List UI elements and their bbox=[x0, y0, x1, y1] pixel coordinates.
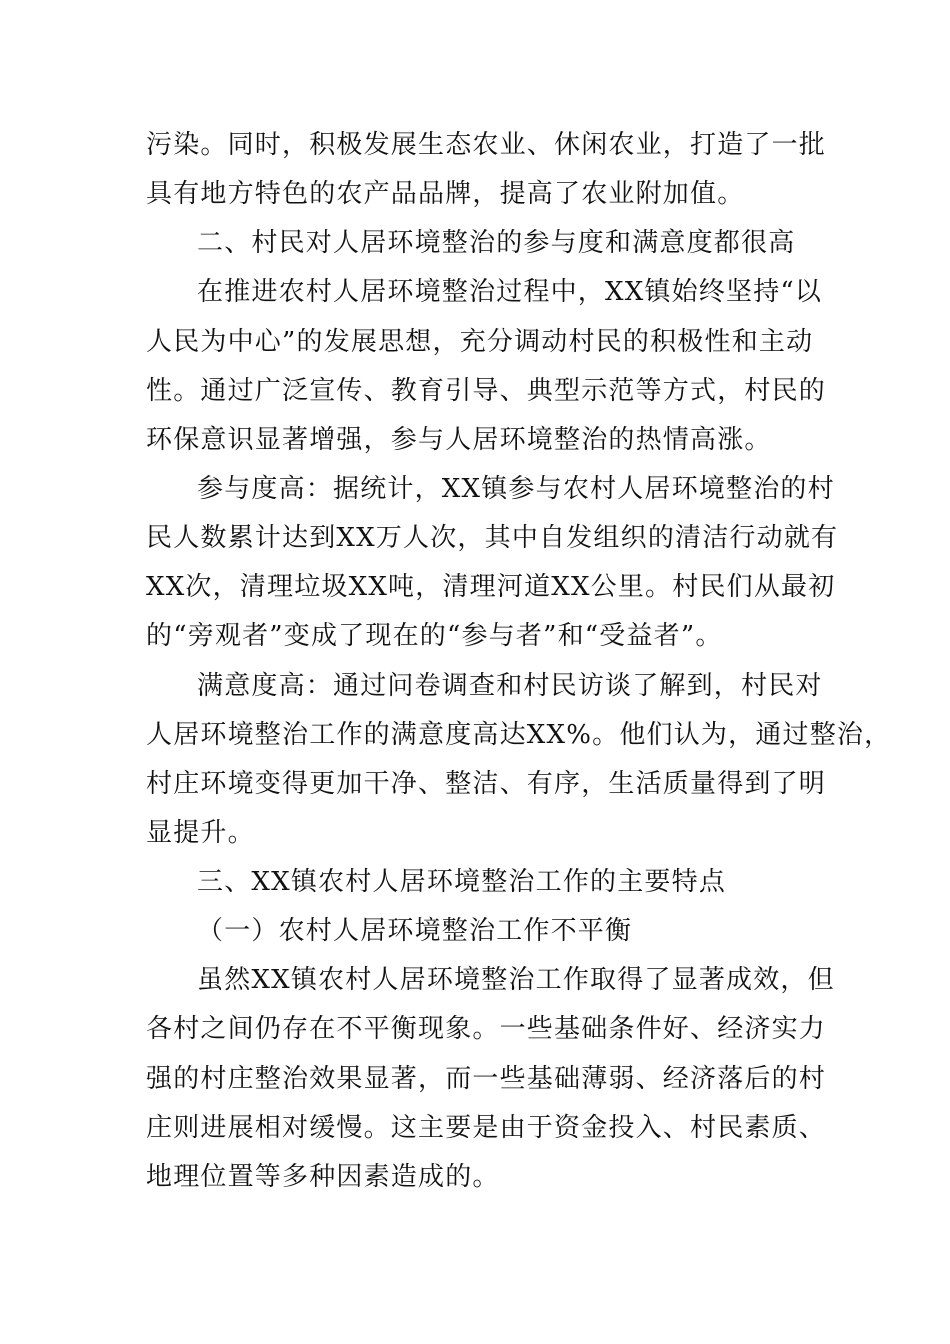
text-line: 环保意识显著增强，参与人居环境整治的热情高涨。 bbox=[146, 425, 772, 455]
text-line: 庄则进展相对缓慢。这主要是由于资金投入、村民素质、 bbox=[146, 1113, 827, 1143]
text-line: 性。通过广泛宣传、教育引导、典型示范等方式，村民的 bbox=[146, 376, 827, 406]
text-line: 各村之间仍存在不平衡现象。一些基础条件好、经济实力 bbox=[146, 1014, 827, 1044]
text-line: 村庄环境变得更加干净、整洁、有序，生活质量得到了明 bbox=[146, 769, 827, 799]
text-line: 地理位置等多种因素造成的。 bbox=[146, 1162, 500, 1192]
text-line: 显提升。 bbox=[146, 818, 255, 848]
text-line: XX次，清理垃圾XX吨，清理河道XX公里。村民们从最初 bbox=[146, 572, 836, 602]
text-line: 满意度高：通过问卷调查和村民访谈了解到，村民对 bbox=[197, 671, 823, 701]
text-line: 人居环境整治工作的满意度高达XX%。他们认为，通过整治， bbox=[146, 720, 892, 750]
text-line: 具有地方特色的农产品品牌，提高了农业附加值。 bbox=[146, 179, 745, 209]
text-line: 污染。同时，积极发展生态农业、休闲农业，打造了一批 bbox=[146, 130, 827, 160]
text-line: 人民为中心”的发展思想，充分调动村民的积极性和主动 bbox=[146, 327, 814, 357]
text-line: 在推进农村人居环境整治过程中，XX镇始终坚持“以 bbox=[197, 277, 823, 307]
text-line: 强的村庄整治效果显著，而一些基础薄弱、经济落后的村 bbox=[146, 1064, 827, 1094]
text-line: 虽然XX镇农村人居环境整治工作取得了显著成效，但 bbox=[197, 965, 835, 995]
subsection-heading: （一）农村人居环境整治工作不平衡 bbox=[197, 916, 633, 946]
section-heading: 二、村民对人居环境整治的参与度和满意度都很高 bbox=[197, 228, 796, 258]
text-line: 的“旁观者”变成了现在的“参与者”和“受益者”。 bbox=[146, 621, 723, 651]
text-line: 民人数累计达到XX万人次，其中自发组织的清洁行动就有 bbox=[146, 523, 839, 553]
section-heading: 三、XX镇农村人居环境整治工作的主要特点 bbox=[197, 867, 727, 897]
text-line: 参与度高：据统计，XX镇参与农村人居环境整治的村 bbox=[197, 474, 835, 504]
